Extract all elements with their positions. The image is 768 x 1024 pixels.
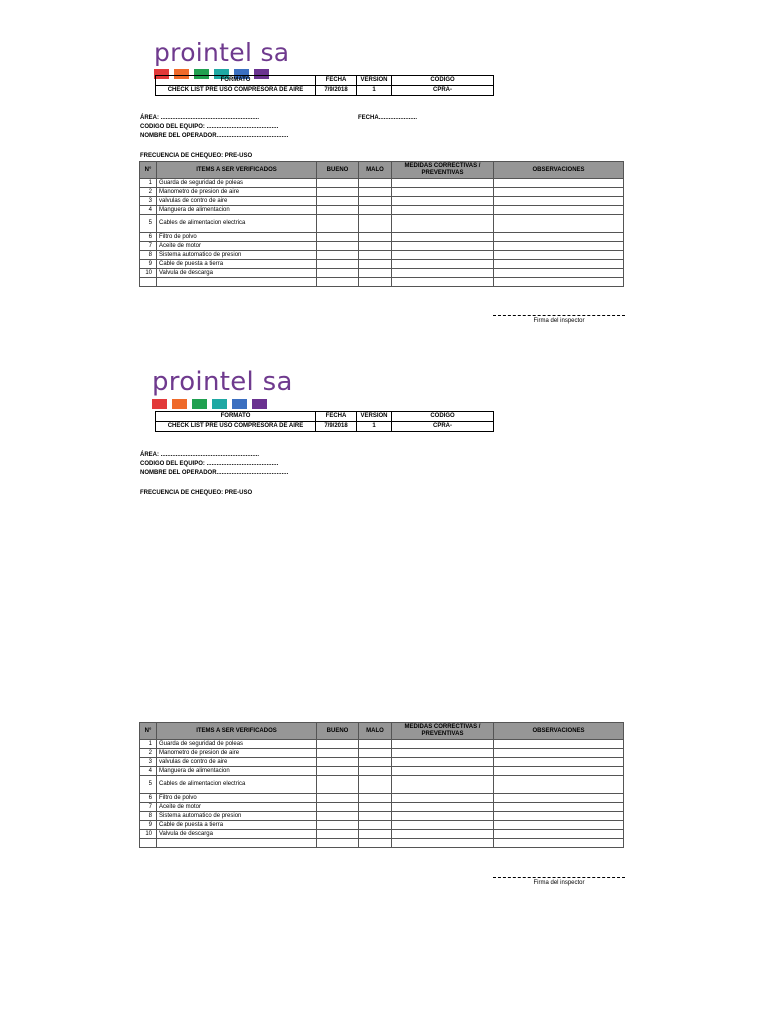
- checklist-table: [139, 722, 624, 848]
- item-number: 2: [140, 749, 157, 758]
- good-cell[interactable]: [317, 839, 359, 848]
- item-name: Valvula de descarga: [157, 830, 317, 839]
- item-name: valvulas de contro de aire: [157, 758, 317, 767]
- good-cell[interactable]: [317, 740, 359, 749]
- company-logo: [154, 40, 289, 79]
- good-cell[interactable]: [317, 260, 359, 269]
- item-name: Sistema automatico de presion: [157, 251, 317, 260]
- table-row: [140, 767, 624, 776]
- measures-cell[interactable]: [392, 839, 494, 848]
- check-frequency: FRECUENCIA DE CHEQUEO: PRE-USO: [140, 153, 253, 159]
- table-row: [140, 233, 624, 242]
- bad-cell[interactable]: [359, 839, 392, 848]
- item-number: 1: [140, 179, 157, 188]
- good-cell[interactable]: [317, 188, 359, 197]
- empty-cell: [140, 278, 157, 287]
- signature-label: Firma del inspector: [533, 880, 585, 886]
- code-label: CÓDIGO: [392, 76, 494, 86]
- table-row-empty: [140, 839, 624, 848]
- observations-cell[interactable]: [494, 749, 624, 758]
- item-name: Guarda de seguridad de poleas: [157, 740, 317, 749]
- item-number: 9: [140, 260, 157, 269]
- col-number: N°: [140, 723, 157, 740]
- bad-cell[interactable]: [359, 821, 392, 830]
- empty-cell: [140, 839, 157, 848]
- checklist-header-row: [140, 723, 624, 740]
- empty-cell[interactable]: [157, 839, 317, 848]
- good-cell[interactable]: [317, 812, 359, 821]
- item-number: 3: [140, 197, 157, 206]
- good-cell[interactable]: [317, 830, 359, 839]
- format-label: FORMATO: [156, 412, 316, 422]
- observations-cell[interactable]: [494, 776, 624, 794]
- table-row: [140, 197, 624, 206]
- format-header-table: [155, 411, 494, 432]
- item-name: Cables de alimentacion electrica: [157, 215, 317, 233]
- col-corrective-measures: MEDIDAS CORRECTIVAS / PREVENTIVAS: [392, 723, 494, 740]
- col-observations: OBSERVACIONES: [494, 723, 624, 740]
- version-value: 1: [357, 86, 392, 96]
- measures-cell[interactable]: [392, 251, 494, 260]
- item-name: Cable de puesta a tierra: [157, 260, 317, 269]
- date-label: FECHA: [316, 76, 357, 86]
- bad-cell[interactable]: [359, 812, 392, 821]
- item-name: Guarda de seguridad de poleas: [157, 179, 317, 188]
- measures-cell[interactable]: [392, 758, 494, 767]
- signature-label: Firma del inspector: [533, 318, 585, 324]
- company-name: prointel sa: [154, 38, 290, 67]
- bad-cell[interactable]: [359, 740, 392, 749]
- table-row: [140, 215, 624, 233]
- logo-square: [212, 399, 227, 409]
- measures-cell[interactable]: [392, 830, 494, 839]
- empty-cell[interactable]: [157, 278, 317, 287]
- table-row: [140, 740, 624, 749]
- observations-cell[interactable]: [494, 740, 624, 749]
- good-cell[interactable]: [317, 251, 359, 260]
- table-row: [140, 812, 624, 821]
- col-bad: MALO: [359, 723, 392, 740]
- bad-cell[interactable]: [359, 269, 392, 278]
- table-row: [140, 749, 624, 758]
- item-name: Manometro de presion de aire: [157, 188, 317, 197]
- format-header-labels: [156, 76, 494, 86]
- bad-cell[interactable]: [359, 242, 392, 251]
- good-cell[interactable]: [317, 269, 359, 278]
- measures-cell[interactable]: [392, 794, 494, 803]
- item-number: 8: [140, 812, 157, 821]
- logo-square: [152, 399, 167, 409]
- check-frequency: FRECUENCIA DE CHEQUEO: PRE-USO: [140, 490, 253, 496]
- measures-cell[interactable]: [392, 269, 494, 278]
- col-observations: OBSERVACIONES: [494, 162, 624, 179]
- date-label: FECHA: [316, 412, 357, 422]
- format-label: FORMATO: [156, 76, 316, 86]
- measures-cell[interactable]: [392, 215, 494, 233]
- observations-cell[interactable]: [494, 242, 624, 251]
- good-cell[interactable]: [317, 197, 359, 206]
- bad-cell[interactable]: [359, 188, 392, 197]
- measures-cell[interactable]: [392, 740, 494, 749]
- item-name: Cables de alimentacion electrica: [157, 776, 317, 794]
- bad-cell[interactable]: [359, 215, 392, 233]
- item-name: Filtro de polvo: [157, 794, 317, 803]
- bad-cell[interactable]: [359, 758, 392, 767]
- inspector-signature: [493, 877, 625, 887]
- col-good: BUENO: [317, 162, 359, 179]
- measures-cell[interactable]: [392, 260, 494, 269]
- observations-cell[interactable]: [494, 179, 624, 188]
- bad-cell[interactable]: [359, 749, 392, 758]
- format-value: CHECK LIST PRE USO COMPRESORA DE AIRE: [156, 86, 316, 96]
- table-row: [140, 776, 624, 794]
- table-row-empty: [140, 278, 624, 287]
- table-row: [140, 830, 624, 839]
- company-name: prointel sa: [152, 367, 293, 397]
- item-number: 2: [140, 188, 157, 197]
- table-row: [140, 206, 624, 215]
- observations-cell[interactable]: [494, 767, 624, 776]
- item-number: 10: [140, 830, 157, 839]
- good-cell[interactable]: [317, 179, 359, 188]
- observations-cell[interactable]: [494, 758, 624, 767]
- col-corrective-measures: MEDIDAS CORRECTIVAS / PREVENTIVAS: [392, 162, 494, 179]
- item-name: Manguera de alimentacion: [157, 206, 317, 215]
- col-bad: MALO: [359, 162, 392, 179]
- table-row: [140, 758, 624, 767]
- good-cell[interactable]: [317, 776, 359, 794]
- item-name: Valvula de descarga: [157, 269, 317, 278]
- item-name: Manguera de alimentacion: [157, 767, 317, 776]
- observations-cell[interactable]: [494, 803, 624, 812]
- bad-cell[interactable]: [359, 251, 392, 260]
- table-row: [140, 803, 624, 812]
- good-cell[interactable]: [317, 242, 359, 251]
- good-cell[interactable]: [317, 749, 359, 758]
- item-name: Cable de puesta a tierra: [157, 821, 317, 830]
- good-cell[interactable]: [317, 794, 359, 803]
- table-row: [140, 269, 624, 278]
- bad-cell[interactable]: [359, 179, 392, 188]
- table-row: [140, 179, 624, 188]
- item-number: 7: [140, 242, 157, 251]
- good-cell[interactable]: [317, 821, 359, 830]
- item-number: 3: [140, 758, 157, 767]
- observations-cell[interactable]: [494, 839, 624, 848]
- observations-cell[interactable]: [494, 269, 624, 278]
- item-number: 5: [140, 215, 157, 233]
- good-cell[interactable]: [317, 278, 359, 287]
- area-field: ÁREA: ...........................................................: [140, 115, 260, 121]
- observations-cell[interactable]: [494, 206, 624, 215]
- operator-name-field: NOMBRE DEL OPERADOR...........................................: [140, 470, 289, 476]
- code-value: CPRA-: [392, 86, 494, 96]
- measures-cell[interactable]: [392, 242, 494, 251]
- item-number: 4: [140, 767, 157, 776]
- item-name: valvulas de contro de aire: [157, 197, 317, 206]
- table-row: [140, 242, 624, 251]
- observations-cell[interactable]: [494, 197, 624, 206]
- good-cell[interactable]: [317, 215, 359, 233]
- observations-cell[interactable]: [494, 812, 624, 821]
- bad-cell[interactable]: [359, 767, 392, 776]
- bad-cell[interactable]: [359, 260, 392, 269]
- measures-cell[interactable]: [392, 821, 494, 830]
- date-field: FECHA.......................: [358, 115, 418, 121]
- logo-square: [172, 399, 187, 409]
- table-row: [140, 251, 624, 260]
- good-cell[interactable]: [317, 233, 359, 242]
- measures-cell[interactable]: [392, 197, 494, 206]
- format-header-table: [155, 75, 494, 96]
- observations-cell[interactable]: [494, 830, 624, 839]
- measures-cell[interactable]: [392, 767, 494, 776]
- observations-cell[interactable]: [494, 233, 624, 242]
- good-cell[interactable]: [317, 767, 359, 776]
- measures-cell[interactable]: [392, 812, 494, 821]
- observations-cell[interactable]: [494, 794, 624, 803]
- bad-cell[interactable]: [359, 206, 392, 215]
- measures-cell[interactable]: [392, 188, 494, 197]
- bad-cell[interactable]: [359, 776, 392, 794]
- observations-cell[interactable]: [494, 821, 624, 830]
- col-number: N°: [140, 162, 157, 179]
- bad-cell[interactable]: [359, 830, 392, 839]
- measures-cell[interactable]: [392, 776, 494, 794]
- version-label: VERSIÓN: [357, 76, 392, 86]
- inspector-signature: [493, 315, 625, 325]
- logo-square: [232, 399, 247, 409]
- measures-cell[interactable]: [392, 278, 494, 287]
- checklist-header-row: [140, 162, 624, 179]
- operator-name-field: NOMBRE DEL OPERADOR...........................................: [140, 133, 289, 139]
- table-row: [140, 188, 624, 197]
- measures-cell[interactable]: [392, 206, 494, 215]
- version-value: 1: [357, 422, 392, 432]
- measures-cell[interactable]: [392, 749, 494, 758]
- item-number: 10: [140, 269, 157, 278]
- item-name: Aceite de motor: [157, 803, 317, 812]
- observations-cell[interactable]: [494, 260, 624, 269]
- logo-square: [192, 399, 207, 409]
- bad-cell[interactable]: [359, 233, 392, 242]
- observations-cell[interactable]: [494, 188, 624, 197]
- format-header-values: [156, 86, 494, 96]
- bad-cell[interactable]: [359, 278, 392, 287]
- version-label: VERSIÓN: [357, 412, 392, 422]
- item-number: 1: [140, 740, 157, 749]
- observations-cell[interactable]: [494, 215, 624, 233]
- measures-cell[interactable]: [392, 803, 494, 812]
- table-row: [140, 821, 624, 830]
- item-number: 7: [140, 803, 157, 812]
- table-row: [140, 260, 624, 269]
- equipment-code-field: CODIGO DEL EQUIPO: ...........................................: [140, 124, 279, 130]
- observations-cell[interactable]: [494, 251, 624, 260]
- code-label: CÓDIGO: [392, 412, 494, 422]
- col-items: ITEMS A SER VERIFICADOS: [157, 723, 317, 740]
- logo-color-squares: [152, 399, 293, 409]
- bad-cell[interactable]: [359, 794, 392, 803]
- area-field: ÁREA: ...........................................................: [140, 452, 260, 458]
- checklist-table: [139, 161, 624, 287]
- equipment-code-field: CODIGO DEL EQUIPO: ...........................................: [140, 461, 279, 467]
- format-value: CHECK LIST PRE USO COMPRESORA DE AIRE: [156, 422, 316, 432]
- code-value: CPRA-: [392, 422, 494, 432]
- good-cell[interactable]: [317, 206, 359, 215]
- good-cell[interactable]: [317, 758, 359, 767]
- item-name: Aceite de motor: [157, 242, 317, 251]
- item-name: Sistema automatico de presion: [157, 812, 317, 821]
- col-good: BUENO: [317, 723, 359, 740]
- format-header-labels: [156, 412, 494, 422]
- item-name: Filtro de polvo: [157, 233, 317, 242]
- item-number: 6: [140, 794, 157, 803]
- item-number: 8: [140, 251, 157, 260]
- measures-cell[interactable]: [392, 233, 494, 242]
- bad-cell[interactable]: [359, 197, 392, 206]
- logo-square: [252, 399, 267, 409]
- observations-cell[interactable]: [494, 278, 624, 287]
- item-number: 6: [140, 233, 157, 242]
- measures-cell[interactable]: [392, 179, 494, 188]
- company-logo: [152, 369, 293, 409]
- format-header-values: [156, 422, 494, 432]
- table-row: [140, 794, 624, 803]
- item-name: Manometro de presion de aire: [157, 749, 317, 758]
- item-number: 9: [140, 821, 157, 830]
- bad-cell[interactable]: [359, 803, 392, 812]
- item-number: 4: [140, 206, 157, 215]
- col-items: ITEMS A SER VERIFICADOS: [157, 162, 317, 179]
- good-cell[interactable]: [317, 803, 359, 812]
- date-value: 7/9/2018: [316, 422, 357, 432]
- item-number: 5: [140, 776, 157, 794]
- date-value: 7/9/2018: [316, 86, 357, 96]
